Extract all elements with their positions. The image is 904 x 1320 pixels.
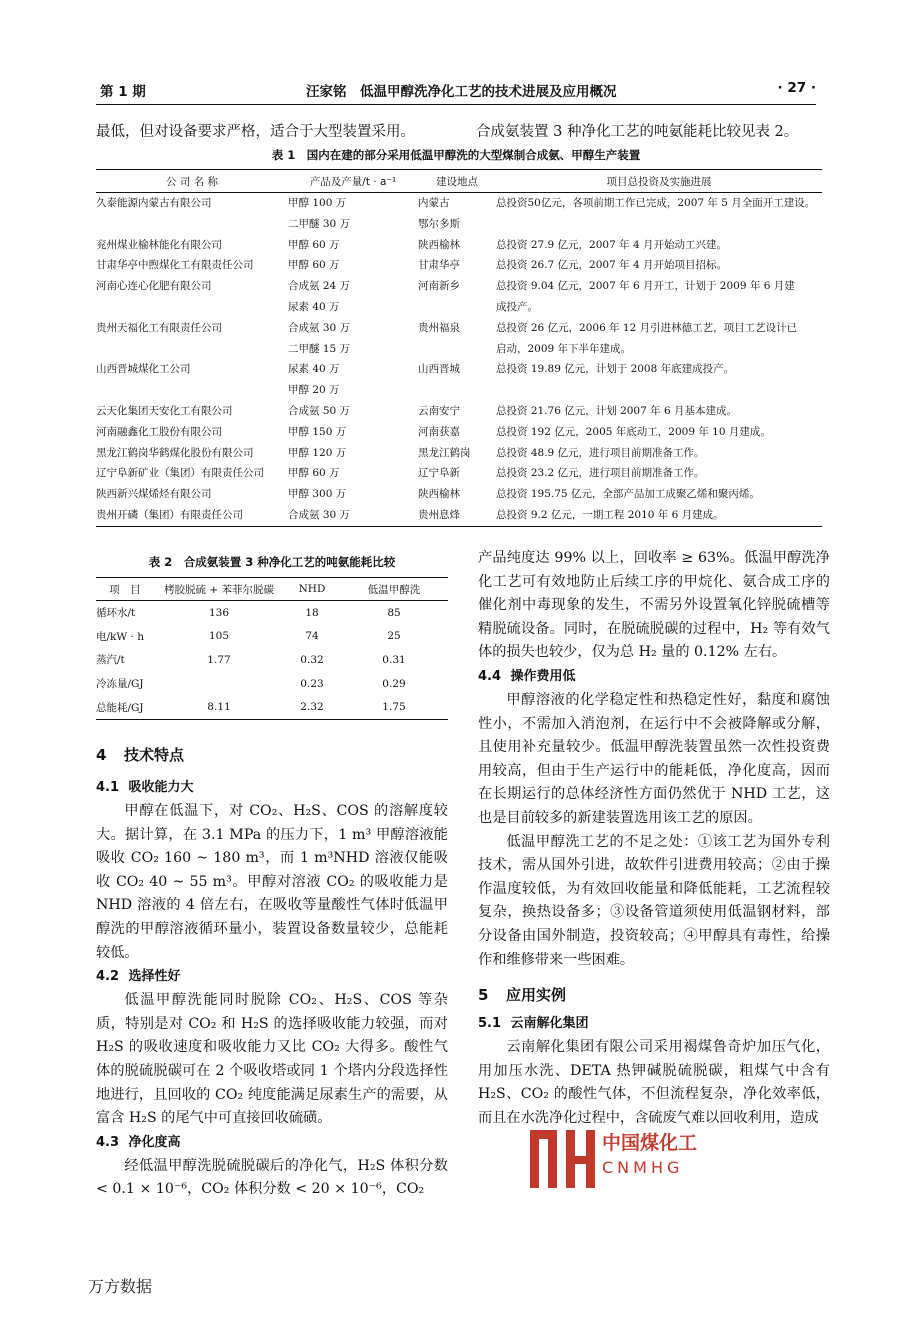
table1-cell-investment: 总投资 27.9 亿元，2007 年 4 月开始动工兴建。: [496, 238, 727, 251]
table1-row: [96, 443, 822, 464]
table1-cell-product: 尿素 40 万: [288, 363, 340, 376]
table2-cell-value: 1.77: [207, 653, 231, 666]
section-5-title: 应用实例: [506, 986, 567, 1005]
table1-cell-investment: 总投资 26.7 亿元，2007 年 4 月开始项目招标。: [496, 259, 727, 272]
table1-cell-company: 贵州天福化工有限责任公司: [96, 321, 222, 334]
section-5-heading: [478, 978, 830, 1012]
table1-cell-company: 兖州煤业榆林能化有限公司: [96, 238, 222, 251]
table1-cell-location: 黑龙江鹤岗: [418, 446, 471, 459]
table2-cell-value: 105: [208, 630, 230, 643]
page-number: · 27 ·: [777, 80, 816, 96]
table2-row: [96, 672, 448, 696]
section-5-1-heading: [478, 1012, 830, 1036]
table2-cell-value: 0.32: [300, 653, 324, 666]
paragraph-4-1: 甲醇在低温下，对 CO₂、H₂S、COS 的溶解度较大。据计算，在 3.1 MPa 的压力下，1 m³ 甲醇溶液能吸收 CO₂ 160 ~ 180 m³，而 1 m³NHD 溶液仅能吸收 CO₂ 40 ~ 55 m³。甲醇对溶液 CO₂ 的吸收能力是 NHD 溶液的 4 倍左右，在吸收等量酸性气体时低温甲醇洗的甲醇溶液循环量小，装置设备数量较少，总能耗较低。: [96, 803, 448, 961]
table1-cell-product: 合成氨 30 万: [288, 321, 351, 334]
table2-row: [96, 625, 448, 649]
cnmhg-watermark-logo: [528, 1126, 718, 1192]
section-4-3-heading: [96, 1131, 448, 1155]
table1-row: [96, 484, 822, 505]
issue-number: 第 1 期: [100, 84, 146, 100]
table1-cell-investment: 总投资 9.2 亿元，一期工程 2010 年 6 月建成。: [496, 505, 822, 526]
table1-cell-company: [96, 339, 288, 360]
table2-cell-value: 74: [305, 630, 319, 643]
table2-header-row: [96, 578, 448, 601]
table1-cell-investment: 总投资 19.89 亿元，计划于 2008 年底建成投产。: [496, 363, 735, 376]
table1-row: [96, 359, 822, 380]
table1-cell-product: 合成氨 24 万: [288, 280, 351, 293]
section-4-1-title: 吸收能力大: [128, 780, 194, 795]
table1-cell-product: 甲醇 300 万: [288, 488, 347, 501]
table1-header-product: 产品及产量/t · a⁻¹: [288, 170, 418, 193]
table1-cell-product: 甲醇 100 万: [288, 197, 347, 209]
table1-cell-location: 河南新乡: [418, 280, 460, 293]
table1-row: [96, 235, 822, 256]
table1-row: [96, 214, 822, 235]
table2-cell-value: 0.23: [300, 677, 324, 690]
table1-cell-investment: [496, 380, 822, 401]
table2-caption: 表 2 合成氨装置 3 种净化工艺的吨氨能耗比较: [148, 555, 396, 569]
table1-cell-location: [418, 380, 496, 401]
table1-cell-investment: 总投资 192 亿元，2005 年底动工，2009 年 10 月建成。: [496, 425, 771, 438]
table1-cell-product: 甲醇 20 万: [288, 384, 340, 397]
table2-cell-item: 总能耗/GJ: [96, 695, 154, 719]
table1-cell-investment: [496, 214, 822, 235]
table1-header-company: 公 司 名 称: [96, 170, 288, 193]
section-5-number: 5: [478, 986, 489, 1005]
table2-body: [96, 601, 448, 720]
section-4-2-heading: [96, 965, 448, 989]
table2-cell-value: [154, 672, 284, 696]
section-4-number: 4: [96, 746, 107, 764]
table1-row: [96, 255, 822, 276]
section-4-2-number: 4.2: [96, 969, 120, 985]
table2-cell-value: 136: [208, 606, 230, 619]
table2-cell-item: 电/kW · h: [96, 630, 144, 643]
section-4-4-number: 4.4: [478, 668, 502, 684]
table1-row: [96, 276, 822, 297]
table1-cell-product: 甲醇 60 万: [288, 259, 340, 272]
footer-source: 万方数据: [88, 1277, 153, 1296]
article-running-title: 汪家铭 低温甲醇洗净化工艺的技术进展及应用概况: [306, 84, 617, 100]
table1-header-location: 建设地点: [418, 170, 496, 193]
table1-header-investment: 项目总投资及实施进展: [496, 170, 822, 193]
table1-cell-company: [96, 380, 288, 401]
cnmhg-logo-mark-icon: [528, 1126, 598, 1192]
table1-cell-location: [418, 297, 496, 318]
section-4-4-heading: [478, 665, 830, 689]
table1: [96, 169, 822, 527]
table2-cell-value: 0.31: [382, 653, 406, 666]
table2-cell-item: 蒸汽/t: [96, 654, 125, 667]
table1-cell-location: 山西晋城: [418, 363, 460, 376]
table1-cell-location: 辽宁阜新: [418, 467, 460, 480]
table2-header-process3: 低温甲醇洗: [340, 578, 448, 601]
table1-cell-company: 陕西新兴煤烯烃有限公司: [96, 488, 212, 501]
running-header: [96, 78, 816, 100]
intro-right-text: 合成氨装置 3 种净化工艺的吨氨能耗比较见表 2。: [476, 124, 799, 140]
table1-cell-location: 贵州息烽: [418, 505, 496, 526]
table1-cell-investment: 总投资 23.2 亿元，进行项目前期准备工作。: [496, 467, 705, 480]
table1-row: [96, 505, 822, 526]
paragraph-4-2: 低温甲醇洗能同时脱除 CO₂、H₂S、COS 等杂质，特别是对 CO₂ 和 H₂S 的选择吸收能力较强，而对 H₂S 的吸收速度和吸收能力又比 CO₂ 大得多。酸性气体的脱硫脱碳可在 2 个吸收塔或同 1 个塔内分段选择性地进行，且回收的 CO₂ 纯度能满足尿素生产的需要，从富含 H₂S 的尾气中可直接回收硫磺。: [96, 992, 448, 1127]
table2-cell-value: 2.32: [284, 695, 340, 719]
section-4-4-title: 操作费用低: [510, 668, 576, 684]
table1-cell-location: 陕西榆林: [418, 488, 460, 501]
table1-cell-investment: 总投资 26 亿元，2006 年 12 月引进林德工艺，项目工艺设计已: [496, 321, 798, 334]
table1-cell-location: 内蒙古: [418, 197, 450, 209]
table1-cell-product: 合成氨 30 万: [288, 505, 418, 526]
table1-cell-investment: 成投产。: [496, 300, 538, 313]
paragraph-4-4: 甲醇溶液的化学稳定性和热稳定性好，黏度和腐蚀性小，不需加入消泡剂，在运行中不会被降解或分解，且使用补充量较少。低温甲醇洗装置虽然一次性投资费用较高，但由于生产运行中的能耗低，净化度高，因而在长期运行的总体经济性方面仍然优于 NHD 工艺，这也是目前较多的新建装置选用该工艺的原因。: [478, 691, 830, 826]
table2-cell-value: 25: [387, 630, 401, 643]
table1-cell-investment: 启动，2009 年下半年建成。: [496, 342, 632, 355]
section-4-1-heading: [96, 776, 448, 800]
table2-cell-item: 循环水/t: [96, 607, 136, 620]
table2-cell-value: 1.75: [340, 695, 448, 719]
table2-header-process2: NHD: [284, 578, 340, 601]
intro-left-text: 最低，但对设备要求严格，适合于大型装置采用。: [96, 124, 415, 140]
watermark-name-cn: 中国煤化工: [600, 1128, 699, 1155]
table1-cell-investment: 总投资50亿元，各项前期工作已完成，2007 年 5 月全面开工建设。: [496, 197, 816, 209]
table1-cell-company: 黑龙江鹤岗华鹤煤化股份有限公司: [96, 446, 254, 459]
table1-row: [96, 297, 822, 318]
table1-cell-location: 甘肃华亭: [418, 259, 460, 272]
table1-cell-investment: 总投资 195.75 亿元，全部产品加工成聚乙烯和聚丙烯。: [496, 488, 760, 501]
table1-cell-company: 山西晋城煤化工公司: [96, 363, 191, 376]
table1-cell-investment: 总投资 9.04 亿元，2007 年 6 月开工，计划于 2009 年 6 月建: [496, 280, 795, 293]
table1-cell-product: 甲醇 150 万: [288, 425, 347, 438]
table1-row: [96, 339, 822, 360]
table1-cell-investment: 总投资 48.9 亿元，进行项目前期准备工作。: [496, 446, 705, 459]
table1-cell-company: 云天化集团天安化工有限公司: [96, 404, 233, 417]
table2: [96, 577, 448, 720]
section-5-1-number: 5.1: [478, 1016, 502, 1032]
table1-body: [96, 193, 822, 527]
table1-cell-company: 久泰能源内蒙古有限公司: [96, 197, 212, 209]
table2-cell-item: 冷冻量/GJ: [96, 678, 144, 691]
table1-row: [96, 422, 822, 443]
table1-cell-location: 贵州福泉: [418, 321, 460, 334]
table1-cell-product: 二甲醚 30 万: [288, 217, 351, 230]
table2-header-item: 项 目: [96, 578, 154, 601]
header-rule: [96, 104, 816, 105]
table1-cell-company: 河南融鑫化工股份有限公司: [96, 425, 222, 438]
section-5-1-title: 云南解化集团: [510, 1016, 589, 1032]
table1-cell-location: [418, 339, 496, 360]
table1-cell-company: 河南心连心化肥有限公司: [96, 280, 212, 293]
section-4-1-number: 4.1: [96, 780, 120, 795]
table2-cell-value: 85: [387, 606, 401, 619]
paragraph-drawbacks: 低温甲醇洗工艺的不足之处：①该工艺为国外专利技术，需从国外引进，故软件引进费用较高；②由于操作温度较低，为有效回收能量和降低能耗，工艺流程较复杂，换热设备多；③设备管道须使用低温钢材料，部分设备由国外制造，投资较高；④甲醇具有毒性，给操作和维修带来一些困难。: [478, 833, 830, 968]
table1-cell-product: 甲醇 120 万: [288, 446, 347, 459]
table1-cell-product: 甲醇 60 万: [288, 238, 340, 251]
table1-row: [96, 318, 822, 339]
table1-cell-location: 鄂尔多斯: [418, 217, 460, 230]
table1-cell-company: 辽宁阜新矿业（集团）有限责任公司: [96, 467, 264, 480]
table1-caption: 表 1 国内在建的部分采用低温甲醇洗的大型煤制合成氨、甲醇生产装置: [271, 148, 641, 162]
table1-cell-product: 合成氨 50 万: [288, 404, 351, 417]
table2-row: [96, 648, 448, 672]
table1-cell-company: 贵州开磷（集团）有限责任公司: [96, 505, 288, 526]
table1-cell-company: [96, 214, 288, 235]
table2-row: [96, 695, 448, 719]
table1-row: [96, 401, 822, 422]
section-4-2-title: 选择性好: [128, 969, 181, 985]
table2-cell-value: 18: [305, 606, 319, 619]
table1-row: [96, 463, 822, 484]
table1-row: [96, 380, 822, 401]
table2-header-process1: 栲胶脱硫 + 苯菲尔脱碳: [154, 578, 284, 601]
table1-cell-product: 二甲醚 15 万: [288, 342, 351, 355]
table1-cell-product: 尿素 40 万: [288, 300, 340, 313]
table1-header-row: [96, 170, 822, 193]
table1-cell-company: [96, 297, 288, 318]
table2-cell-value: 8.11: [154, 695, 284, 719]
table2-cell-value: 0.29: [382, 677, 406, 690]
section-4-3-number: 4.3: [96, 1134, 120, 1150]
table2-row: [96, 601, 448, 625]
table1-cell-location: 陕西榆林: [418, 238, 460, 251]
paragraph-4-3: 经低温甲醇洗脱硫脱碳后的净化气，H₂S 体积分数 < 0.1 × 10⁻⁶，CO₂ 体积分数 < 20 × 10⁻⁶，CO₂: [96, 1157, 448, 1198]
table1-cell-investment: 总投资 21.76 亿元，计划 2007 年 6 月基本建成。: [496, 404, 737, 417]
paragraph-5-1: 云南解化集团有限公司采用褐煤鲁奇炉加压气化，用加压水洗、DETA 热钾碱脱硫脱碳，粗煤气中含有 H₂S、CO₂ 的酸性气体，不但流程复杂，净化效率低，而且在水洗净化过程中，含硫废气难以回收利用，造成: [478, 1039, 830, 1126]
table1-cell-location: 云南安宁: [418, 404, 460, 417]
table1-cell-location: 河南获嘉: [418, 425, 460, 438]
left-column: [96, 738, 448, 1202]
watermark-name-en: CNMHG: [602, 1158, 684, 1177]
section-4-title: 技术特点: [124, 746, 185, 764]
table1-row: [96, 193, 822, 214]
table1-cell-product: 甲醇 60 万: [288, 467, 340, 480]
section-4-heading: [96, 738, 448, 772]
table1-cell-company: 甘肃华亭中煦煤化工有限责任公司: [96, 259, 254, 272]
section-4-3-title: 净化度高: [128, 1134, 181, 1150]
paragraph-4-3-continued: 产品纯度达 99% 以上，回收率 ≥ 63%。低温甲醇洗净化工艺可有效地防止后续工序的甲烷化、氨合成工序的催化剂中毒现象的发生，不需另外设置氧化锌脱硫槽等精脱硫设备。同时，在脱硫脱碳的过程中，H₂ 等有效气体的损失也较少，仅为总 H₂ 量的 0.12% 左右。: [478, 550, 830, 661]
right-column: [478, 547, 830, 1130]
